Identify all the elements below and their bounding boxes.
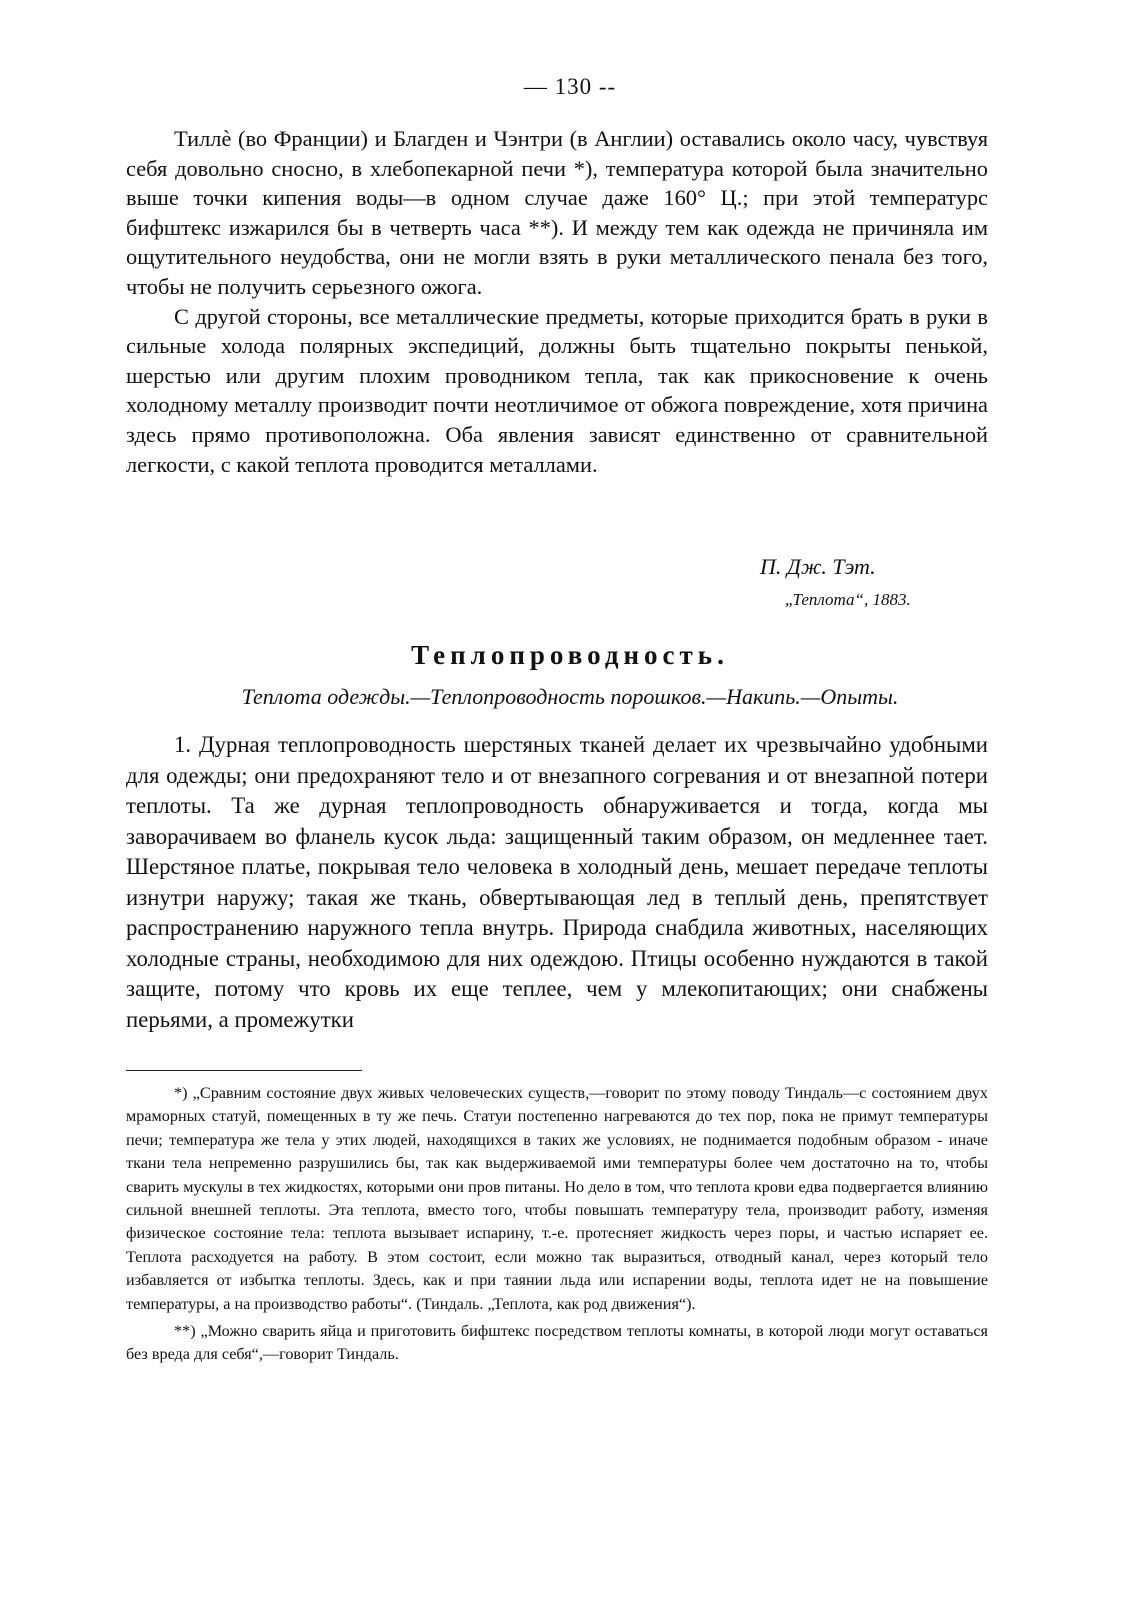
- footnotes: [126, 1082, 988, 1367]
- page-number: — 130 --: [523, 74, 617, 99]
- section-subtitle: Теплота одежды.—Теплопроводность порошков.—Накипь.—Опыты.: [241, 684, 899, 709]
- section-heading: Теплопроводность.: [411, 640, 729, 670]
- attribution-source: „Теплота“, 1883.: [785, 590, 911, 609]
- footnote-2: **) „Можно сварить яйца и приготовить бифштекс посредством теплоты комнаты, в которой люди могут оставаться без вреда для себя“,—говорит Тиндаль.: [126, 1322, 988, 1364]
- intro-paragraph-1: Тиллѐ (во Франции) и Благден и Чэнтри (в Англии) оставались около часу, чувствуя себя довольно сносно, в хлебопекарной печи *), температура которой была значительно выше точки кипения воды—в одном случае даже 160° Ц.; при этой температурс бифштекс изжарился бы в четверть часа **). И между тем как одежда не причиняла им ощутительного неудобства, они не могли взять в руки металлического пенала без того, чтобы не получить серьезного ожога.: [126, 126, 988, 299]
- intro-text: [126, 124, 988, 479]
- attribution-author: П. Дж. Тэт.: [760, 554, 876, 579]
- footnote-divider: [126, 1070, 362, 1071]
- intro-paragraph-2: С другой стороны, все металлические предметы, которые приходится брать в руки в сильные холода полярных экспедиций, должны быть тщательно покрыты пенькой, шерстью или другим плохим проводником тепла, так как прикосновение к очень холодному металлу производит почти неотличимое от обжога повреждение, хотя причина здесь прямо противоположна. Оба явления зависят единственно от сравнительной легкости, с какой теплота проводится металлами.: [126, 303, 988, 477]
- footnote-1: *) „Сравним состояние двух живых человеческих существ,—говорит по этому поводу Тиндаль—с состоянием двух мраморных статуй, помещенных в ту же печь. Статуи постепенно нагреваются до тех пор, пока не примут температуры печи; температура же тела у этих людей, находящихся в таких же условиях, не поднимается подобным образом - иначе ткани тела непременно разрушились бы, так как выдерживаемой ими температуры более чем достаточно на то, чтобы сварить мускулы в тех жидкостях, которыми они пров питаны. Но дело в том, что теплота крови едва подвергается влиянию сильной внешней теплоты. Эта теплота, вместо того, чтобы повышать температуру тела, производит работу, изменяя физическое состояние тела: теплота вызывает испарину, т.-е. протесняет жидкость через поры, и частью испаряет ее. Теплота расходуется на работу. В этом состоит, если можно так выразиться, отводный канал, через который тело избавляется от избытка теплоты. Здесь, как и при таянии льда или испарении воды, теплота идет не на повышение температуры, а на производство работы“. (Тиндаль. „Теплота, как род движения“).: [126, 1084, 988, 1313]
- section-body: [126, 730, 988, 1035]
- section-paragraph-1: 1. Дурная теплопроводность шерстяных тканей делает их чрезвычайно удобными для одежды; они предохраняют тело и от внезапного согревания и от внезапной потери теплоты. Та же дурная теплопроводность обнаруживается и тогда, когда мы заворачиваем во фланель кусок льда: защищенный таким образом, он медленнее тает. Шерстяное платье, покрывая тело человека в холодный день, мешает передаче теплоты изнутри наружу; такая же ткань, обвертывающая лед в теплый день, препятствует распространению наружного тепла внутрь. Природа снабдила животных, населяющих холодные страны, необходимою для них одеждою. Птицы особенно нуждаются в такой защите, потому что кровь их еще теплее, чем у млекопитающих; они снабжены перьями, а промежутки: [126, 732, 988, 1032]
